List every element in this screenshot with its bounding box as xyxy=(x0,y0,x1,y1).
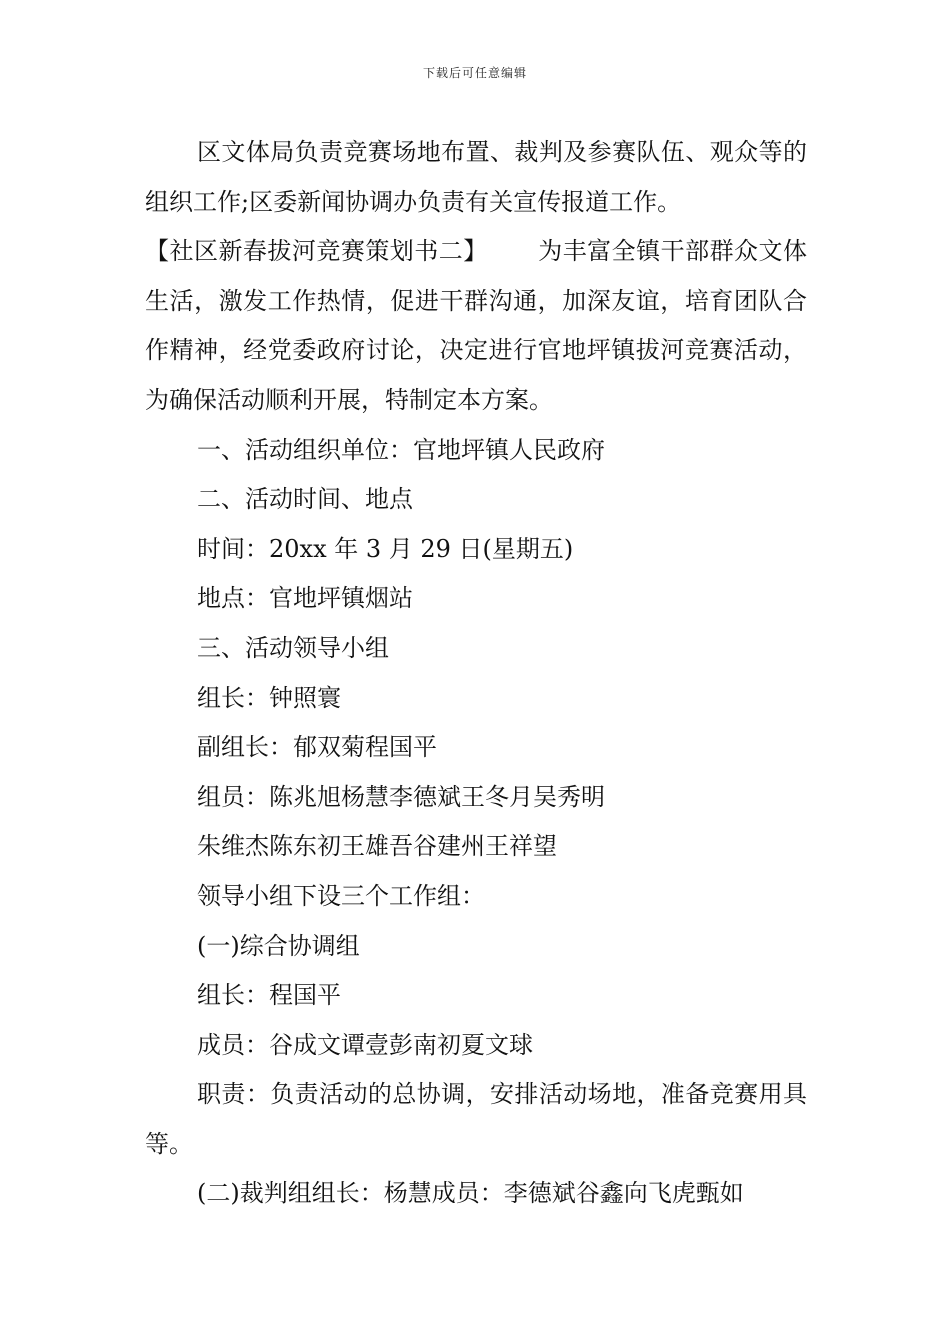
paragraph-place: 地点：官地坪镇烟站 xyxy=(197,584,413,613)
paragraph-coordination-duties: 职责：负责活动的总协调，安排活动场地，准备竞赛用具等。 xyxy=(145,1080,807,1158)
paragraph-coordination-group: (一)综合协调组 xyxy=(197,931,360,960)
document-body xyxy=(145,128,807,1219)
paragraph-workgroups: 领导小组下设三个工作组： xyxy=(197,881,485,910)
paragraph-leader: 组长：钟照寰 xyxy=(197,683,341,712)
paragraph-coordination-members: 成员：谷成文谭壹彭南初夏文球 xyxy=(197,1030,533,1059)
paragraph-deputy-leader: 副组长：郁双菊程国平 xyxy=(197,733,437,762)
paragraph-leadership-heading: 三、活动领导小组 xyxy=(197,633,389,662)
paragraph-coordination-leader: 组长：程国平 xyxy=(197,981,341,1010)
intro-text: 为丰富全镇干部群众文体生活，激发工作热情，促进干群沟通，加深友谊，培育团队合作精神，经党委政府讨论，决定进行官地坪镇拔河竞赛活动，为确保活动顺利开展，特制定本方案。 xyxy=(145,237,808,414)
paragraph-referee-group: (二)裁判组组长：杨慧成员：李德斌谷鑫向飞虎甄如 xyxy=(197,1179,744,1208)
paragraph-members-2: 朱维杰陈东初王雄吾谷建州王祥望 xyxy=(197,832,557,861)
paragraph-time-place-heading: 二、活动时间、地点 xyxy=(197,485,413,514)
paragraph-members-1: 组员：陈兆旭杨慧李德斌王冬月吴秀明 xyxy=(197,782,605,811)
paragraph-organization-duties: 区文体局负责竞赛场地布置、裁判及参赛队伍、观众等的组织工作;区委新闻协调办负责有关宣传报道工作。 xyxy=(145,138,807,216)
paragraph-plan-two-intro xyxy=(145,227,807,425)
section-title: 【社区新春拔河竞赛策划书二】 xyxy=(145,237,488,266)
page-header: 下载后可任意编辑 xyxy=(422,66,527,80)
paragraph-organizer: 一、活动组织单位：官地坪镇人民政府 xyxy=(197,435,605,464)
paragraph-time: 时间：20xx 年 3 月 29 日(星期五) xyxy=(197,534,574,563)
